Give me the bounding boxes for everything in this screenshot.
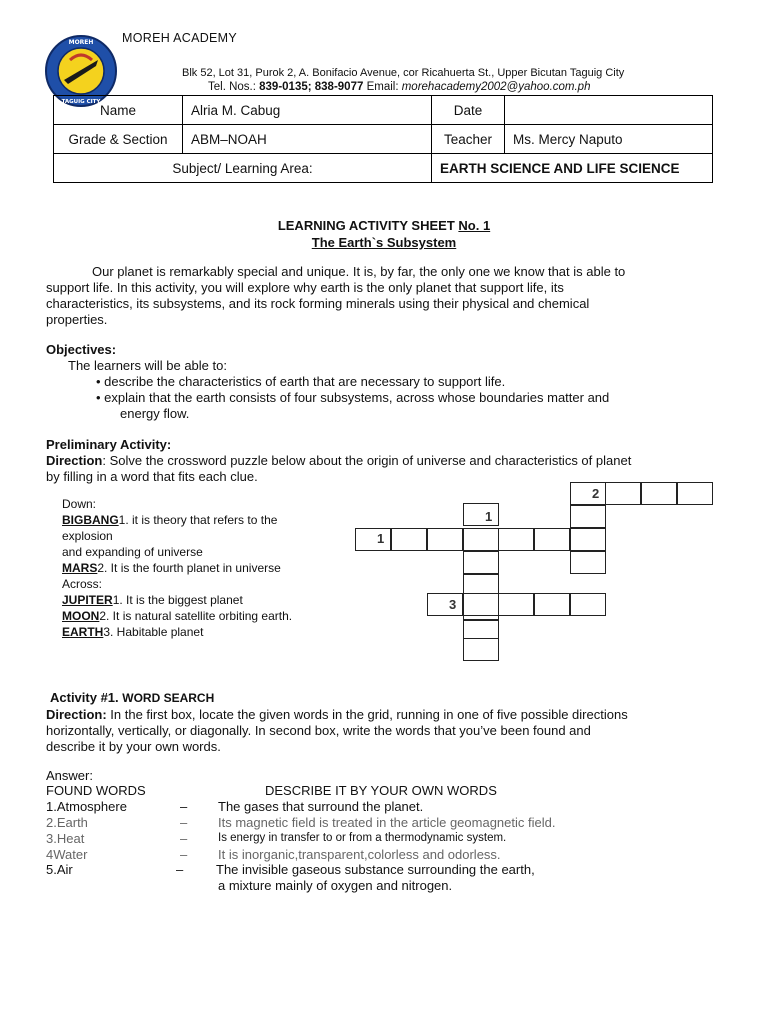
clue-text-cont: explosion [62,529,113,543]
intro-line: properties. [46,312,108,327]
clue-text-cont: and expanding of universe [62,545,203,559]
answer-description: Its magnetic field is treated in the article geomagnetic field. [218,815,556,830]
crossword-cell[interactable] [677,482,713,505]
activity-direction-text: In the first box, locate the given words in the grid, running in one of five possible directions [106,707,628,722]
student-info-table [53,95,713,183]
answer-description: The gases that surround the planet. [218,799,424,814]
activity-title-prefix: Activity #1. [50,690,123,705]
answer-word: 4Water [46,847,88,862]
subject-value: EARTH SCIENCE AND LIFE SCIENCE [432,154,713,183]
crossword-number: 3 [449,597,457,612]
date-value[interactable] [505,96,713,125]
grade-label: Grade & Section [54,125,183,154]
crossword-cell[interactable] [463,528,499,551]
sheet-number: No. 1 [458,218,491,233]
crossword-cell[interactable] [498,528,534,551]
answer-word: 1.Atmosphere [46,799,127,814]
answer-dash: – [180,815,188,830]
crossword-cell[interactable] [534,593,570,616]
school-name: MOREH ACADEMY [122,31,238,45]
crossword-cell[interactable] [570,528,606,551]
intro-line: support life. In this activity, you will explore why earth is the only planet that support life, its [46,280,564,295]
email-label: Email: [363,81,402,93]
crossword-cell[interactable] [534,528,570,551]
clue-down-2 [62,560,342,576]
crossword-cell[interactable] [570,505,606,528]
school-address: Blk 52, Lot 31, Purok 2, A. Bonifacio Avenue, cor Ricahuerta St., Upper Bicutan Taguig City [182,67,625,79]
email-address: morehacademy2002@yahoo.com.ph [401,81,591,93]
down-label: Down: [62,497,97,511]
sheet-title-label: LEARNING ACTIVITY SHEET [277,218,459,233]
clue-text: 2. It is natural satellite orbiting earth. [99,609,293,623]
crossword-cell[interactable] [463,593,499,616]
crossword-number: 1 [377,531,385,546]
clue-down-1 [62,512,342,528]
clue-text: 1. it is theory that refers to the [118,513,278,527]
clue-answer: JUPITER [62,593,113,607]
activity-direction [46,707,714,755]
crossword-cell[interactable] [498,593,534,616]
answer-dash: – [176,862,184,877]
svg-text:MOREH: MOREH [68,39,94,46]
clue-across-2 [62,608,342,624]
activity-title-main: WORD SEARCH [122,691,215,705]
clue-text: 2. It is the fourth planet in universe [97,561,281,575]
answer-word: 5.Air [46,862,73,877]
answer-description: The invisible gaseous substance surrounding the earth, [216,862,535,877]
clue-answer: EARTH [62,625,104,639]
sheet-title [0,218,768,233]
crossword-cell[interactable] [463,638,499,661]
direction-label: Direction [46,453,103,468]
clue-text: 3. Habitable planet [103,625,204,639]
answer-dash: – [180,847,188,862]
intro-line: characteristics, its subsystems, and its rock forming minerals using their physical and chemical [46,296,590,311]
found-words-header: FOUND WORDS [46,783,146,798]
crossword-number: 1 [485,509,493,524]
answer-label: Answer: [46,768,93,783]
objective-item-cont: energy flow. [120,406,190,421]
name-value[interactable]: Alria M. Cabug [183,96,432,125]
preliminary-direction [46,453,714,469]
teacher-value[interactable]: Ms. Mercy Naputo [505,125,713,154]
crossword-cell[interactable] [391,528,427,551]
activity-title [50,690,718,706]
objective-item: • describe the characteristics of earth that are necessary to support life. [96,374,506,389]
intro-line: Our planet is remarkably special and unique. It is, by far, the only one we know that is able to [92,264,626,279]
clue-across-1 [62,592,342,608]
name-label: Name [54,96,183,125]
svg-text:TAGUIG CITY: TAGUIG CITY [61,99,101,105]
activity-direction-text: horizontally, vertically, or diagonally. In second box, write the words that you’ve been found and [46,723,591,738]
direction-text: : Solve the crossword puzzle below about the origin of universe and characteristics of planet [102,453,632,468]
answer-word: 2.Earth [46,815,88,830]
school-contact [208,81,590,93]
crossword-number: 2 [592,486,600,501]
objectives-heading: Objectives: [46,342,117,357]
answer-description-cont: a mixture mainly of oxygen and nitrogen. [218,878,453,893]
describe-header: DESCRIBE IT BY YOUR OWN WORDS [265,783,497,798]
clue-answer: MARS [62,561,98,575]
activity-direction-label: Direction: [46,707,107,722]
crossword-cell[interactable] [463,551,499,574]
crossword-cell[interactable] [355,528,391,551]
clue-answer: MOON [62,609,100,623]
answer-dash: – [180,831,188,846]
objectives-lead: The learners will be able to: [68,358,227,373]
crossword-cell[interactable] [641,482,677,505]
tel-numbers: 839-0135; 838-9077 [259,81,364,93]
tel-label: Tel. Nos.: [208,81,260,93]
date-label: Date [432,96,505,125]
crossword-cell[interactable] [570,593,606,616]
clue-across-3 [62,624,342,640]
preliminary-heading: Preliminary Activity: [46,437,172,452]
clue-text: 1. It is the biggest planet [112,593,243,607]
answer-dash: – [180,799,188,814]
preliminary-direction-cont: by filling in a word that fits each clue. [46,469,258,484]
crossword-cell[interactable] [570,551,606,574]
across-label: Across: [62,577,103,591]
crossword-cell[interactable] [427,528,463,551]
subject-label: Subject/ Learning Area: [54,154,432,183]
crossword-cell[interactable] [605,482,641,505]
crossword-cell[interactable] [463,503,499,526]
sheet-subtitle: The Earth`s Subsystem [311,235,457,250]
teacher-label: Teacher [432,125,505,154]
crossword-cell[interactable] [570,482,606,505]
crossword-cell[interactable] [427,593,463,616]
answer-description: It is inorganic,transparent,colorless and odorless. [218,847,501,862]
answer-description: Is energy in transfer to or from a thermodynamic system. [218,832,507,844]
clue-answer: BIGBANG [62,513,119,527]
answer-word: 3.Heat [46,831,85,846]
crossword-clues [62,496,342,640]
intro-paragraph [46,264,714,328]
objective-item: • explain that the earth consists of four subsystems, across whose boundaries matter and [96,390,610,405]
activity-direction-text: describe it by your own words. [46,739,221,754]
grade-value[interactable]: ABM–NOAH [183,125,432,154]
